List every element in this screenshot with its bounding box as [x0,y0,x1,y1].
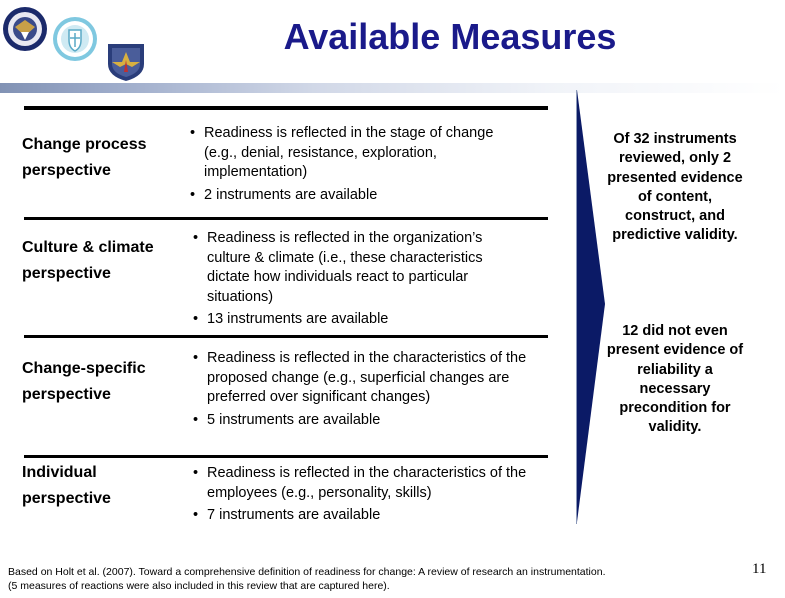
list-item: • Readiness is reflected in the stage of change (e.g., denial, resistance, exploration, implementation) [190,124,530,183]
row-label [22,356,182,408]
list-item: • 7 instruments are available [193,506,543,526]
list-item: • 2 instruments are available [190,186,530,206]
list-item: • Readiness is reflected in the characteristics of the employees (e.g., personality, skills) [193,464,543,503]
list-item: • Readiness is reflected in the characteristics of the proposed change (e.g., superficial changes are preferred over significant changes) [193,349,543,408]
department-seal-icon [52,16,98,62]
row-label [22,460,182,512]
page-title: Available Measures [283,16,617,57]
header-decorative-bar [0,83,785,93]
row-label-line: perspective [22,490,111,507]
row-divider [24,335,548,338]
summary-reliability-text: 12 did not even present evidence of reliability a necessary precondition for validity. [606,323,744,436]
row-label-line: Culture & climate [22,239,154,256]
list-item: • 13 instruments are available [193,310,523,330]
row-label-line: Individual [22,464,97,481]
summary-validity-text: Of 32 instruments reviewed, only 2 presented evidence of content, construct, and predictive validity. [607,131,743,244]
bullet-list [193,349,543,430]
footnote-line: Based on Holt et al. (2007). Toward a comprehensive definition of readiness for change: A review of research an instrumentation. [8,566,606,578]
bullet-list [193,229,523,330]
list-item: • Readiness is reflected in the organization’s culture & climate (i.e., these characteristics dictate how individuals react to particular situations) [193,229,523,307]
row-divider [24,217,548,220]
chevron-arrow-icon [577,90,607,526]
bullet-list [193,464,543,526]
row-label-line: perspective [22,162,111,179]
row-label-line: Change-specific [22,360,146,377]
row-label [22,132,182,184]
footnote [8,565,605,593]
list-item: • 5 instruments are available [193,411,543,431]
va-seal-icon [2,6,48,52]
row-label-line: perspective [22,386,111,403]
air-force-emblem-icon [104,38,148,82]
table-top-rule [24,106,548,110]
row-label-line: perspective [22,265,111,282]
row-divider [24,455,548,458]
row-label [22,235,182,287]
page-number: 11 [752,561,767,577]
bullet-list [190,124,530,205]
row-label-line: Change process [22,136,147,153]
footnote-line: (5 measures of reactions were also included in this review that are captured here). [8,580,390,592]
